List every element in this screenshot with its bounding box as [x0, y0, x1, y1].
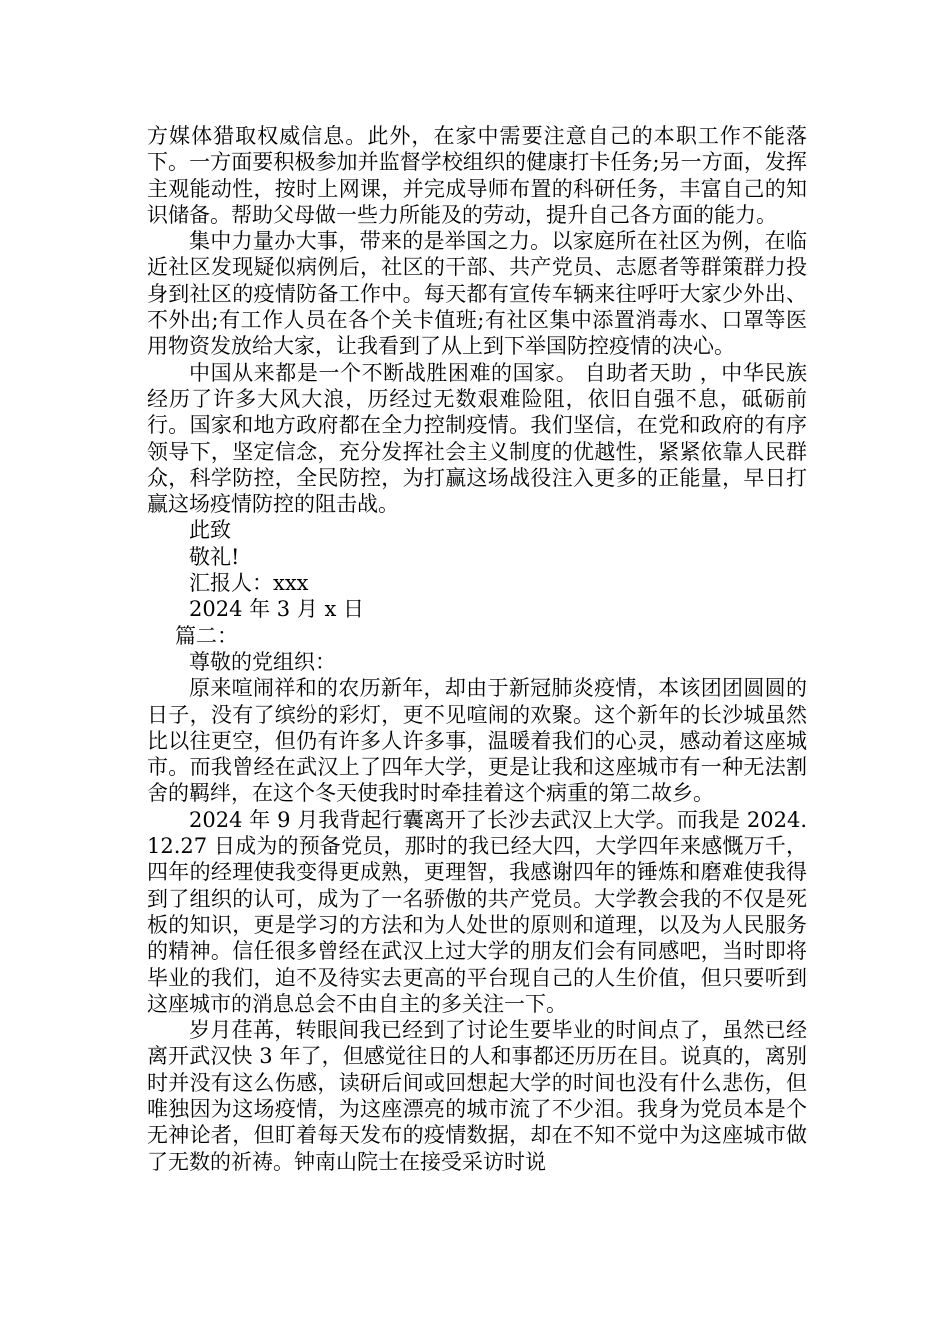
report-date: 2024 年 3 月 x 日 [189, 597, 365, 622]
chapter-label: 篇二： [175, 623, 238, 648]
paragraph-2: 集中力量办大事，带来的是举国之力。以家庭所在社区为例，在临近社区发现疑似病例后，社区的干部、共产党员、志愿者等群策群力投身到社区的疫情防备工作中。每天都有宣传车辆来往呼吁大家少外出、不外出;有工作人员在各个关卡值班;有社区集中添置消毒水、口罩等医用物资发放给大家，让我看到了从上到下举国防控疫情的决心。 [147, 229, 807, 359]
paragraph-1: 方媒体猎取权威信息。此外，在家中需要注意自己的本职工作不能落下。一方面要积极参加并监督学校组织的健康打卡任务;另一方面，发挥主观能动性，按时上网课，并完成导师布置的科研任务，丰富自己的知识储备。帮助父母做一些力所能及的劳动，提升自己各方面的能力。 [147, 124, 807, 227]
greeting: 尊敬的党组织： [189, 649, 336, 674]
paragraph-5: 2024 年 9 月我背起行囊离开了长沙去武汉上大学。而我是 2024.12.27 日成为的预备党员，那时的我已经大四，大学四年来感慨万千，四年的经理使我变得更成熟，更理智，我感谢四年的锤炼和磨难使我得到了组织的认可，成为了一名骄傲的共产党员。大学教会我的不仅是死板的知识，更是学习的方法和为人处世的原则和道理，以及为人民服务的精神。信任很多曾经在武汉上过大学的朋友们会有同感吧，当时即将毕业的我们，迫不及待实去更高的平台现自己的人生价值，但只要听到这座城市的消息总会不由自主的多关注一下。 [147, 807, 807, 1016]
paragraph-6: 岁月荏苒，转眼间我已经到了讨论生要毕业的时间点了，虽然已经离开武汉快 3 年了，但感觉往日的人和事都还历历在目。说真的，离别时并没有这么伤感，读研后间或回想起大学的时间也没有什么悲伤，但唯独因为这场疫情，为这座漂亮的城市流了不少泪。我身为党员本是个无神论者，但盯着每天发布的疫情数据，却在不知不觉中为这座城市做了无数的祈祷。钟南山院士在接受采访时说 [147, 1018, 807, 1174]
paragraph-4: 原来喧闹祥和的农历新年，却由于新冠肺炎疫情，本该团团圆圆的日子，没有了缤纷的彩灯，更不见喧闹的欢聚。这个新年的长沙城虽然比以往更空，但仍有许多人许多事，温暖着我们的心灵，感动着这座城市。而我曾经在武汉上了四年大学，更是让我和这座城市有一种无法割舍的羁绊，在这个冬天使我时时牵挂着这个病重的第二故乡。 [147, 676, 807, 806]
closing-respect: 敬礼! [189, 544, 240, 569]
paragraph-3: 中国从来都是一个不断战胜困难的国家。 自助者天助 ，中华民族经历了许多大风大浪，历经过无数艰难险阻，依旧自强不息，砥砺前行。国家和地方政府都在全力控制疫情。我们坚信，在党和政府的有序领导下，坚定信念，充分发挥社会主义制度的优越性，紧紧依靠人民群众，科学防控，全民防控，为打赢这场战役注入更多的正能量，早日打赢这场疫情防控的阻击战。 [147, 360, 807, 517]
reporter-signature: 汇报人：xxx [189, 571, 309, 596]
document-page [147, 123, 807, 1175]
closing-salutation: 此致 [189, 518, 231, 543]
